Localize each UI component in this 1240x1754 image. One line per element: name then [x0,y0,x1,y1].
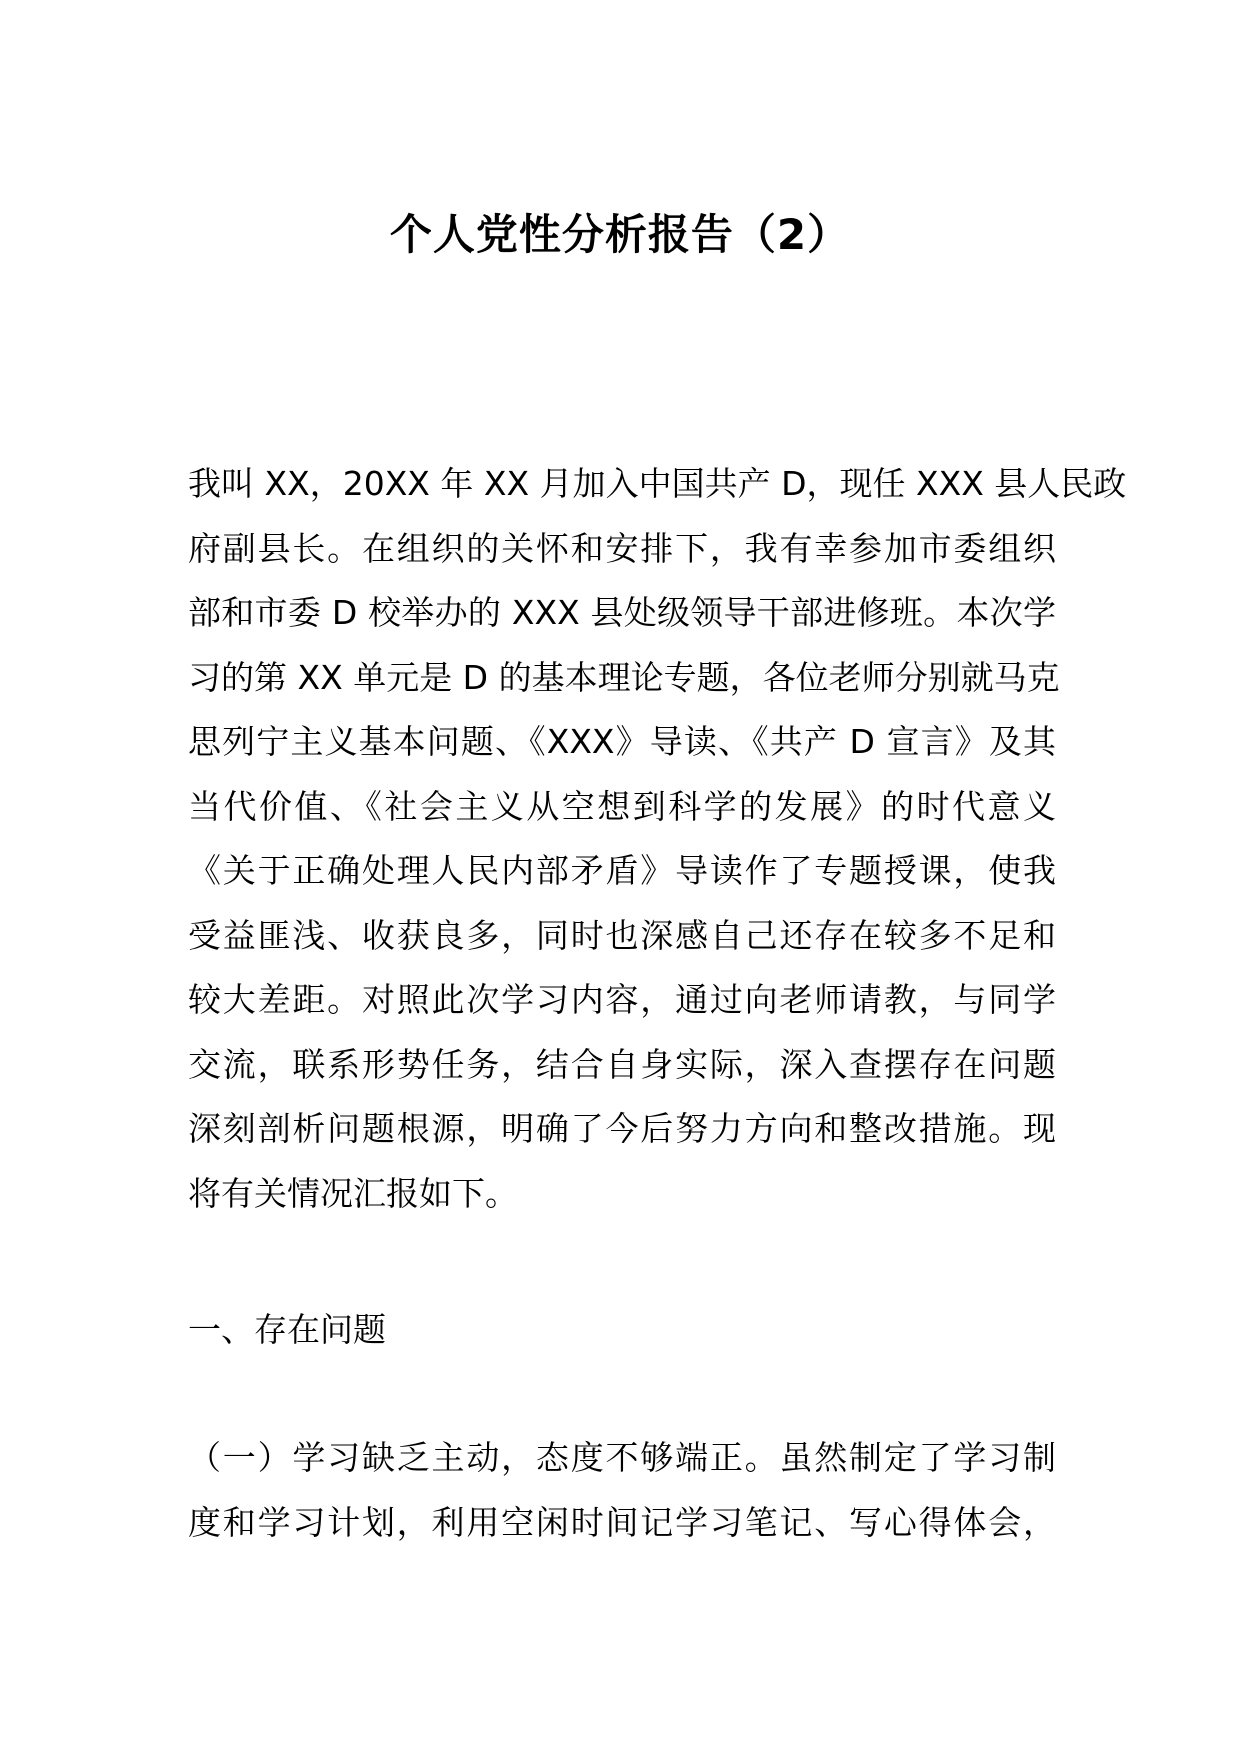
paragraph-line: 度和学习计划，利用空闲时间记学习笔记、写心得体会， [188,1502,1056,1542]
paragraph-line: 较大差距。对照此次学习内容，通过向老师请教，与同学 [188,980,1056,1019]
paragraph-line: 将有关情况汇报如下。 [188,1173,518,1213]
document-title: 个人党性分析报告（2） [389,210,851,259]
problem-item-one [188,1426,1056,1555]
paragraph-line: 当代价值、《社会主义从空想到科学的发展》的时代意义 [188,786,1056,826]
section-heading: 一、存在问题 [188,1310,386,1349]
paragraph-line: 深刻剖析问题根源，明确了今后努力方向和整改措施。现 [188,1109,1056,1148]
intro-paragraph [188,452,1127,1226]
paragraph-line: 交流，联系形势任务，结合自身实际，深入查摆存在问题 [188,1044,1056,1084]
paragraph-line: 习的第 XX 单元是 D 的基本理论专题，各位老师分别就马克 [188,657,1060,697]
paragraph-line: 思列宁主义基本问题、《XXX》导读、《共产 D 宣言》及其 [188,722,1056,761]
paragraph-line: 《关于正确处理人民内部矛盾》导读作了专题授课，使我 [188,851,1056,890]
paragraph-line: 受益匪浅、收获良多，同时也深感自己还存在较多不足和 [188,915,1056,955]
paragraph-line: 部和市委 D 校举办的 XXX 县处级领导干部进修班。本次学 [188,593,1056,632]
paragraph-line: 府副县长。在组织的关怀和安排下，我有幸参加市委组织 [188,528,1056,568]
paragraph-line: （一）学习缺乏主动，态度不够端正。虽然制定了学习制 [188,1438,1056,1477]
paragraph-line: 我叫 XX，20XX 年 XX 月加入中国共产 D，现任 XXX 县人民政 [188,464,1127,503]
